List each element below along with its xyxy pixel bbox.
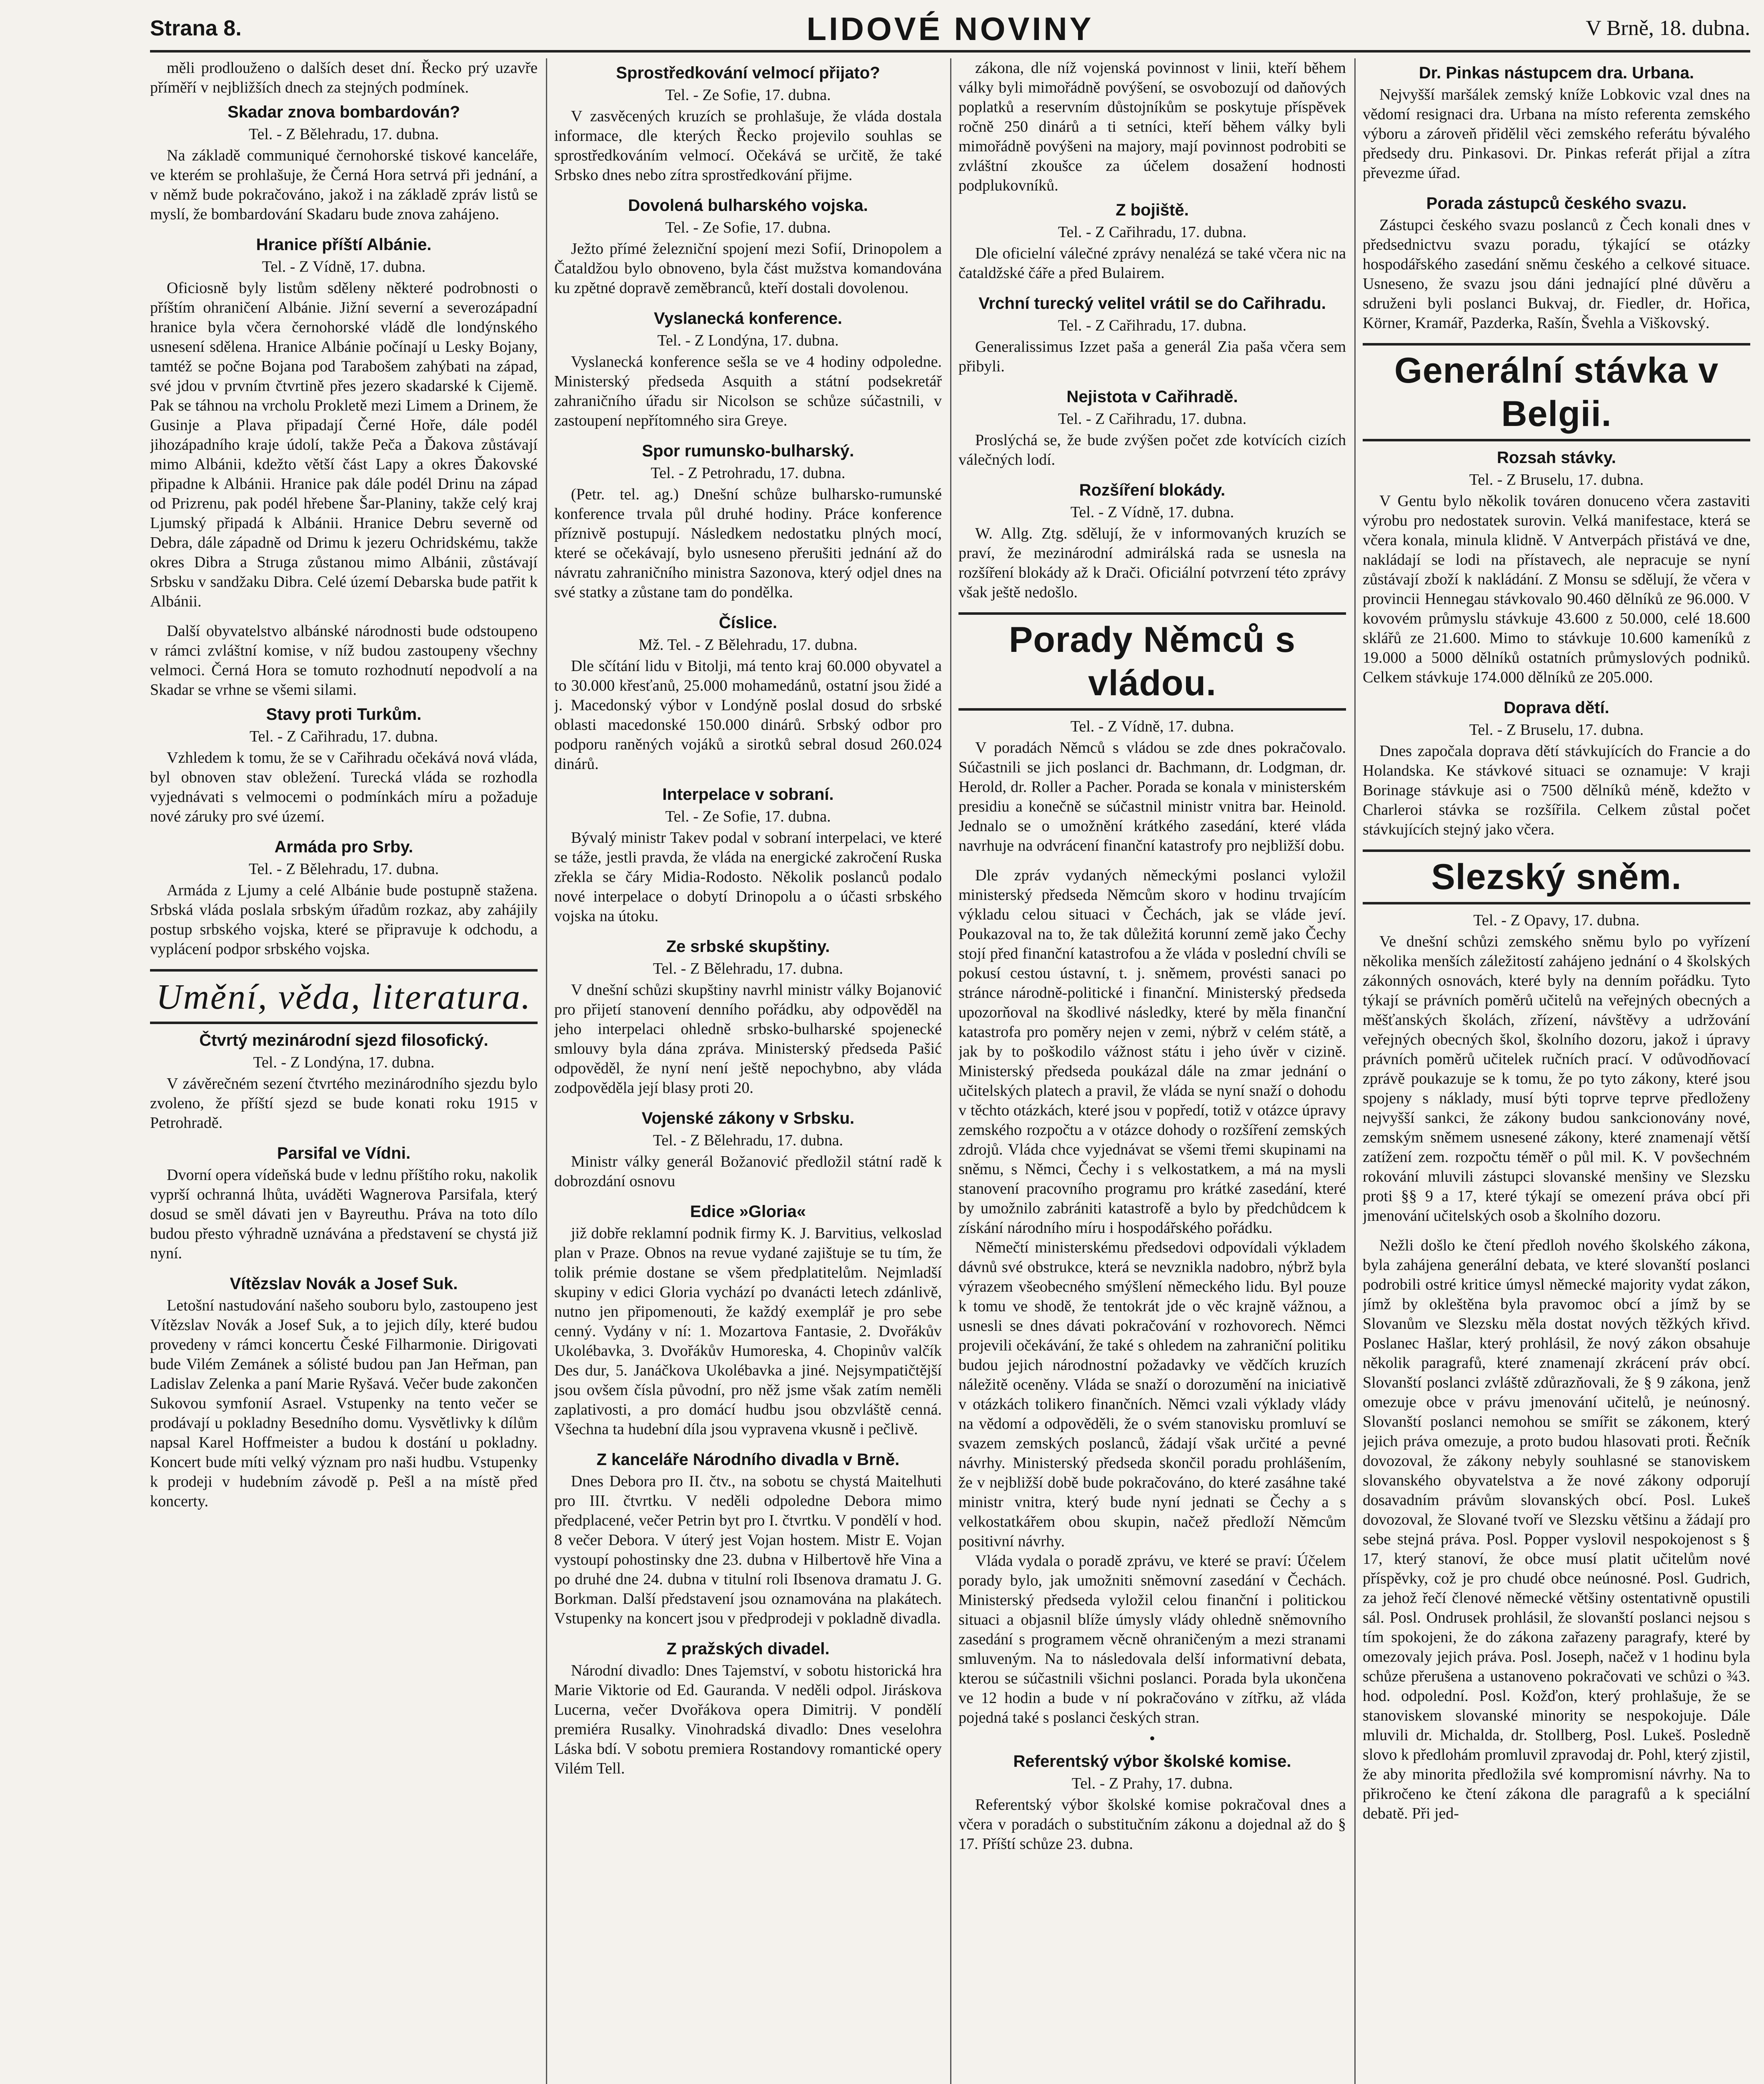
article-body: Nejvyšší maršálek zemský kníže Lobkovic vzal dnes na vědomí resignaci dra. Urbana na místo referenta zemského výboru a zároveň přidělil věci zemského referátu bývalého předsedy dru. Pinkasovi. Dr. Pinkas referát přijal a zítra převezme úřad. [1363, 86, 1750, 182]
article [150, 234, 538, 611]
article-body: Nežli došlo ke čtení předloh nového školského zákona, byla zahájena generální debata, ve které slovanští poslanci podrobili ostré kritice úmysl německé majority vydat zákon, jímž by okleštěna byla pravomoc obcí a jímž by se Slovanům ve Slezsku měla dostat nových těžkých křivd. Poslanec Hašlar, který prohlásil, že nový zákon obsahuje několik paragrafů, které znamenají zkrácení práv obcí. Slovanští poslanci zvláště zdůrazňovali, že § 9 zákona, jenž omezuje obce v právu jmenování učitelů, je neúnosný. Slovanští poslanci nemohou se smířit se zákonem, který jejich práva omezuje, a proto budou hlasovati proti. Řečník dovozoval, že zákony nebyly souhlasné se stanoviskem slovanského obyvatelstva a že nové zákony odporují dosavadním právům slovanských obcí. Posl. Lukeš dovozoval, že Slované tvoří ve Slezsku většinu a žádají pro sebe stejná práva. Posl. Popper vyslovil nespokojenost s § 17, který stanoví, že obce musí platit učitelům nové příspěvky, což je pro chudé obce neúnosné. Posl. Gudrich, za jehož řečí členové německé většiny ostentativně opustili sál. Posl. Ondrusek prohlásil, že slovanští poslanci nejsou s tím spokojeni, že do zákona zařazeny paragrafy, které by omezovaly jejich práva. Posl. Joseph, načež v 1 hodinu byla schůze přerušena a ustanoveno pokračovati ve schůzi o ¾3. hod. odpolední. Posl. Kožďon, který prohlašuje, že se stanoviskem slovanské minority se nespokojuje. Dále mluvili dr. Michalda, dr. Stollberg, Posl. Lukeš. Posledně slovo k předlohám promluvil zpravodaj dr. Pohl, který zjistil, že aby minorita předložila své kompromisní návrhy. Na to přikročeno ke čtení zákona dle paragrafů a k speciální debatě. Při jed- [1363, 1237, 1750, 1822]
article-body: Zástupci českého svazu poslanců z Čech konali dnes v předsednictvu svazu poradu, týkající se otázky hospodářského zasedání sněmu českého a celkové situace. Usneseno, že svazu jsou dáni jednající plné důvěru a sdruženi byli poslanci Bukvaj, dr. Fiedler, dr. Hořica, Körner, Kramář, Pazderka, Rašín, Švehla a Viškovský. [1363, 216, 1750, 332]
article [1363, 193, 1750, 333]
article-dateline: Tel. - Z Cařihradu, 17. dubna. [1058, 410, 1247, 428]
article-title: Číslice. [718, 614, 778, 632]
column-rule [950, 58, 951, 2084]
article [554, 1201, 942, 1439]
article-body: Referentský výbor školské komise pokračoval dnes a včera v poradách o substitučním zákonu a dojednal až do § 17. Příští schůze 23. dubna. [958, 1796, 1346, 1853]
article-title: Vojenské zákony v Srbsku. [641, 1109, 855, 1127]
article-body: Dnes Debora pro II. čtv., na sobotu se chystá Maitelhuti pro III. čtvrtku. V neděli odpoledne Debora mimo předplacené, večer Petrin byt pro I. čtvrtku. V pondělí v hod. 8 večer Debora. V úterý jest Vojan hostem. Mistr E. Vojan vystoupí pohostinsky dne 23. dubna v Hilbertově hře Vina a po druhé dne 24. dubna v titulní roli Ibsenova dramatu J. G. Borkman. Další představení jsou oznamována na plakátech. Vstupenky na koncert jsou v předprodeji v pokladně divadla. [554, 1473, 942, 1627]
section-headline-box [1363, 343, 1750, 441]
article-dateline: Tel. - Ze Sofie, 17. dubna. [665, 86, 831, 104]
article-title: Sprostředkování velmocí přijato? [616, 64, 880, 82]
article-dateline: Tel. - Z Prahy, 17. dubna. [1071, 1775, 1233, 1792]
article-title: Z pražských divadel. [666, 1640, 830, 1658]
article-body: Bývalý ministr Takev podal v sobraní interpelaci, ve které se táže, jestli pravda, že vláda na energické zakročení Ruska zřekla se čáry Midia-Rodosto. Několik poslanců podalo nové interpelace o dobytí Drinopolu a o účasti srbského vojska na útoku. [554, 829, 942, 925]
article-title: Doprava dětí. [1504, 699, 1609, 717]
article-dateline: Mž. Tel. - Z Bělehradu, 17. dubna. [638, 636, 858, 654]
article-body: Další obyvatelstvo albánské národnosti bude odstoupeno v rámci zvláštní komise, v níž budou zastoupeny všechny velmoci. Černá Hora se tomuto rozhodnutí nepodvolí a na Skadar se vrhne se všemi silami. [150, 622, 538, 699]
article [958, 200, 1346, 283]
article-title: Ze srbské skupštiny. [666, 937, 830, 956]
section-headline: Generální stávka v Belgii. [1394, 351, 1719, 434]
article-dateline: Tel. - Z Bruselu, 17. dubna. [1469, 471, 1644, 488]
article-title: Armáda pro Srby. [274, 838, 413, 856]
article-title: Vítězslav Novák a Josef Suk. [230, 1275, 458, 1293]
separator-dot: • [1149, 1729, 1155, 1748]
article [958, 716, 1346, 856]
article-body: V Gentu bylo několik továren donuceno včera zastaviti výrobu pro nedostatek surovin. Velká manifestace, která se včera konala, minula klidně. V Antverpách přistává ve dne, nakládají se lodi na přístavech, ale nepracuje se nyní zůstávají zboží k nakládání. Z Monsu se sdělují, že včera v provincii Hennegau stávkovalo 90.460 dělníků ze 96.000. V kovovém průmyslu stávkuje 43.600 z 50.000, celé 18.600 sklářů ze 21.600. Mimo to stávkuje 10.600 kameníků z 19.000 a 5000 dělníků ostatních průmyslových podniků. Celkem stávkuje 174.000 dělníků ze 205.000. [1363, 492, 1750, 686]
article [554, 441, 942, 602]
article-body: Dle sčítání lidu v Bitolji, má tento kraj 60.000 obyvatel a to 30.000 křesťanů, 25.000 mohamedánů, ostatní jsou židé a j. Macedonský výbor v Londýně poslal dosud do srbské oblasti macedonské 150.000 dinárů. Srbský odbor pro podporu raněných vojáků a sirotků sebral dosud 260.024 dinárů. [554, 657, 942, 773]
article-dateline: Tel. - Z Cařihradu, 17. dubna. [1058, 223, 1247, 241]
article-title: Edice »Gloria« [690, 1202, 806, 1221]
article [150, 1030, 538, 1133]
article-body: Ministr války generál Božanović předložil státní radě k dobrozdání osnovu [554, 1153, 942, 1190]
article-dateline: Tel. - Z Bruselu, 17. dubna. [1469, 721, 1644, 739]
article [150, 837, 538, 959]
article-dateline: Tel. - Z Cařihradu, 17. dubna. [1058, 317, 1247, 334]
section-headline: Porady Němců s vládou. [1009, 620, 1296, 703]
article [554, 784, 942, 926]
article-title: Nejistota v Cařihradě. [1066, 388, 1238, 406]
article [1363, 697, 1750, 839]
article-title: Hranice příští Albánie. [256, 235, 432, 254]
article-title: Porada zástupců českého svazu. [1426, 194, 1687, 213]
article [554, 308, 942, 431]
article-dateline: Tel. - Z Vídně, 17. dubna. [1070, 503, 1234, 521]
section-headline-box [150, 969, 538, 1024]
article-title: Rozsah stávky. [1496, 448, 1616, 467]
article-body: V dnešní schůzi skupštiny navrhl ministr války Bojanović pro přijetí stanovení denního pořádku, aby odpověděl na jeho interpelaci ohledně srbsko-bulharské spojenecké smlouvy byla dána zpráva. Ministerský předseda Pašić odpověděl, že nyní není ještě nepochybno, aby vláda zodpověděla její blasy proti 20. [554, 981, 942, 1097]
article-dateline: Tel. - Z Cařihradu, 17. dubna. [249, 728, 438, 745]
article-dateline: Tel. - Ze Sofie, 17. dubna. [665, 808, 831, 825]
column-rule [1354, 58, 1356, 2084]
page-number: Strana 8. [150, 16, 242, 40]
article [1363, 447, 1750, 687]
article-body: Dle oficielní válečné zprávy nenalézá se také včera nic na čataldžské čáře a před Bulairem. [958, 245, 1346, 282]
article-body: Dle zpráv vydaných německými poslanci vyložil ministerský předseda Němcům skoro v hodinu trvajícím výkladu celou situaci v Čechách, jak se vláde jeví. Poukazoval na to, že tak důležitá korunní země jako Čechy stojí před finanční katastrofou a že vláda v poslední chvíli se pokusí cestou ústavní, t. j. sněmem, provésti sanaci po stránce národně-politické i finanční. Ministerský předseda upozorňoval na škodlivé následky, které by měla finanční katastrofa pro poměry nejen v zemi, nýbrž v celém státě, a jak by to poškodilo vážnost státu i jeho úvěr v cizině. Ministerský předseda poukázal dále na zmar jednání o učitelských platech a pravil, že vláda se nyní snaží o dohodu v těchto otázkách, které jsou v popředí, totiž v otázce úpravy zemského rozpočtu a v otázce dohody o rozšíření zemských zdrojů. Vláda chce vyjednávat se všemi třemi skupinami na sněmu, s Němci, Čechy i s velkostatkem, a má na mysli stanovení pracovního programu pro krátké zasedání, které by umožnilo zabrániti katastrofě a bylo by předchůdcem k získání národního míru i hospodářského pořádku. [958, 867, 1346, 1237]
article-body: Vzhledem k tomu, že se v Cařihradu očekává nová vláda, byl obnoven stav obležení. Turecká vláda se rozhodla vyjednávati s velmocemi o podmínkách míru a požaduje nové záruky pro své území. [150, 749, 538, 825]
article-dateline: Tel. - Z Vídně, 17. dubna. [1070, 718, 1234, 735]
article-title: Rozšíření blokády. [1079, 481, 1226, 499]
article [554, 1108, 942, 1191]
article-body: V zasvěcených kruzích se prohlašuje, že vláda dostala informace, dle kterých Řecko projevilo souhlas se sprostředkováním velmocí. Očekává se určitě, že také Srbsko dnes nebo zítra sprostředkování přijme. [554, 108, 942, 184]
article-title: Dr. Pinkas nástupcem dra. Urbana. [1419, 64, 1694, 82]
article [958, 293, 1346, 376]
article-title: Skadar znova bombardován? [228, 103, 460, 121]
section-headline: Slezský sněm. [1431, 857, 1682, 897]
article-body: již dobře reklamní podnik firmy K. J. Barvitius, velkoslad plan v Praze. Obnos na revue vydané zajištuje se tu tím, že tolik prémie dostane se všem předplatitelům. Nejmladší skupiny v edici Gloria vychází po dvanácti letech zdánlivě, nutno jen připomenouti, že každý exemplář je pro sebe cenný. Vydány v ní: 1. Mozartova Fantasie, 2. Dvořákův Ukolébavka, 3. Dvořákův Humoreska, 4. Chopinův valčík Des dur, 5. Janáčkova Ukolébavka a jiné. Nejsympatičtější jsou ovšem čísla původní, pro něž jsme však zatím neměli zaplativosti, a pro domácí hudbu jsou obzvláště cenná. Všechna ta hudební díla jsou vypravena vkusně i pečlivě. [554, 1225, 942, 1438]
article [1363, 63, 1750, 183]
article-title: Interpelace v sobraní. [662, 785, 834, 804]
article-dateline: Tel. - Z Opavy, 17. dubna. [1473, 912, 1640, 929]
article-body: Vláda vydala o poradě zprávu, ve které se praví: Účelem porady bylo, jak umožniti sněmovní zasedání v Čechách. Ministerský předseda vyložil celou finanční i politickou situaci a objasnil blíže úmysly vlády ohledně sněmovního zasedání s programem věcně ohraničeným a mezi stranami smluveným. Na to následovala delší informativní debata, kterou se súčastnili všichni poslanci. Porada byla ukončena ve 12 hodin a bude v ní pokračováno v zítřku, až vláda pojedná také s poslanci českých stran. [958, 1552, 1346, 1726]
article-dateline: Tel. - Z Bělehradu, 17. dubna. [248, 860, 439, 878]
article [150, 704, 538, 827]
article-title: Z kanceláře Národního divadla v Brně. [596, 1450, 900, 1469]
column-3 [958, 58, 1346, 2084]
section-headline: Umění, věda, literatura. [156, 977, 532, 1017]
article [150, 1143, 538, 1263]
article-body: Vyslanecká konference sešla se ve 4 hodiny odpoledne. Ministerský předseda Asquith a státní podsekretář zahraničního úřadu sir Nicolson se schůze súčastnili, v zastoupení nepřítomného sira Greye. [554, 353, 942, 429]
article-body: Němečtí ministerskému předsedovi odpovídali výkladem dávnů své obstrukce, která se nevznikla nadobro, nýbrž byla výrazem všeobecného smýšlení německého lidu. Byl pouze k tomu ve shodě, že tentokrát jde o věc krajně vážnou, a usnesli se dnes dávati pokračování v rozhovorech. Němci projevili očekávání, že také s ohledem na zahraniční politiku budou jejich národnostní požadavky ve vědčích kruzích náležitě oceněny. Vláda se snaží o dorozumění na iniciativě v otázkách tolikero finančních. Němci vzali výklady vlády na vědomí a odpověděli, že o svém stanovisku promluví se svazem zemských poslanců, žádají však určité a pevné návrhy. Ministerský předseda skončil poradu prohlášením, že v nejbližší době bude pokračováno, do které zasáhne také ministr vnitra, který bude nyní jednati se Čechy a s velkostatkářem obou skupin, načež předloží Němcům positivní návrhy. [958, 1239, 1346, 1550]
article-body: V poradách Němců s vládou se zde dnes pokračovalo. Súčastnili se jich poslanci dr. Bachmann, dr. Lodgman, dr. Herold, dr. Roller a Pacher. Porada se konala v ministerském presidiu a konečně se súčastnil ministr vnitra bar. Heinold. Jednalo se o umožnění krátkého zasedání, které vláda navrhuje na odvrácení finanční katastrofy pro nejbližší dobu. [958, 739, 1346, 854]
article-body: Letošní nastudování našeho souboru bylo, zastoupeno jest Vítězslav Novák a Josef Suk, a to jejich díly, které budou provedeny v rámci koncertu České Filharmonie. Dirigovati bude Vilém Zemánek a sólisté budou pan Jan Heřman, pan Ladislav Zelenka a paní Marie Ryšavá. Večer bude zakončen Sukovou symfonií Asrael. Vstupenky na tento večer se prodávají u pokladny Besedního domu. Vysvětlivky k dílům napsal Karel Hoffmeister a budou k dostání u pokladny. Koncert bude míti velký význam pro naši hudbu. Vstupenky k prodeji v hudebním závodě p. Pešl a na místě před koncerty. [150, 1297, 538, 1510]
article-title: Vyslanecká konference. [653, 309, 843, 328]
article-body: Armáda z Ljumy a celé Albánie bude postupně stažena. Srbská vláda poslala srbským úřadům rozkaz, aby zahájily postup srbského vojska, které se připravuje k odchodu, a vyplácení podpor srbského vojska. [150, 882, 538, 958]
article [1363, 910, 1750, 1226]
article-body: Proslýchá se, že bude zvýšen počet zde kotvících cizích válečných lodí. [958, 431, 1346, 468]
article-body: (Petr. tel. ag.) Dnešní schůze bulharsko-rumunské konference trvala půl druhé hodiny. Práce konference příznivě postupují. Následkem nedostatku plných mocí, které se očekávají, bylo usneseno přerušiti jednání až do návratu zahraničního ministra Sazonova, který odjel dnes na své statky a zůstane tam do pondělka. [554, 486, 942, 601]
article-dateline: Tel. - Z Bělehradu, 17. dubna. [653, 1132, 843, 1149]
article [554, 1449, 942, 1628]
masthead-title: LIDOVÉ NOVINY [806, 10, 1094, 47]
column-1 [150, 58, 538, 2084]
article-title: Dovolená bulharského vojska. [628, 196, 868, 215]
article-body: zákona, dle níž vojenská povinnost v linii, kteří během války byli mimořádně povýšení, se osvobozují od daňových poplatků a reservním důstojníkům se poskytuje příspěvek ročně 250 dinárů a ti setníci, kteří během války byli mimořádně povýšeni na majory, mají povinnost podrobiti se zvláštní zkoušce za účelem dosažení hodnosti podplukovníků. [958, 59, 1346, 194]
article-body: Ježto přímé železniční spojení mezi Sofií, Drinopolem a Čataldžou bylo obnoveno, byla část mužstva komandována ku zpětné dopravě zeměbranců, kteří dostali dovolenou. [554, 240, 942, 297]
article-title: Stavy proti Turkům. [266, 705, 422, 724]
article-body: Ve dnešní schůzi zemského sněmu bylo po vyřízení několika menších záležitostí zahájeno jednání o 4 školských zákonných osnovách, které byly na denním pořádku. Tyto týkají se právních poměrů učitelů na veřejných obecných a měšťanských školách, zřízení, návštěvy a udržování veřejných obecných škol, školního dozoru, jakož i úpravy právních poměrů učitelek ručních prací. V odůvodňovací zprávě poukazuje se k tomu, že po tyto zákony, které jsou spojeny s náklady, musí býti toprve teprve předloženy nejvyšší sankci, že zákony budou sankcionovány nové, zemským sněmem usnesené zákony, které znamenají větší zatížení zem. rozpočtu téměř o půl mil. K. V povšechném rokování mluvili zástupci slovanské menšiny ve Slezsku proti §§ 9 a 17, které týkají se omezení práva obcí při jmenování učitelských osob a školního dozoru. [1363, 933, 1750, 1225]
article-body: V závěrečném sezení čtvrtého mezinárodního sjezdu bylo zvoleno, že příští sjezd se bude konati roku 1915 v Petrohradě. [150, 1075, 538, 1132]
running-header [150, 8, 1750, 53]
article [150, 1273, 538, 1511]
article-body: Na základě communiqué černohorské tiskové kanceláře, ve kterém se prohlašuje, že Černá Hora setrvá při jednání, a v němž bude pokračováno, jakož i na základě zpráv listů se myslí, že bombardování Skadaru bude znova zahájeno. [150, 147, 538, 223]
article-title: Spor rumunsko-bulharský. [642, 442, 854, 460]
place-date: V Brně, 18. dubna. [1586, 16, 1750, 40]
article-dateline: Tel. - Z Bělehradu, 17. dubna. [248, 125, 439, 143]
article [958, 480, 1346, 602]
article [554, 612, 942, 774]
article-title: Z bojiště. [1116, 201, 1189, 219]
article-title: Čtvrtý mezinárodní sjezd filosofický. [199, 1031, 488, 1050]
section-headline-box [1363, 849, 1750, 904]
article [554, 195, 942, 298]
article-dateline: Tel. - Z Petrohradu, 17. dubna. [651, 464, 846, 482]
column-4 [1363, 58, 1750, 2084]
article [554, 936, 942, 1098]
article-title: Referentský výbor školské komise. [1013, 1752, 1291, 1771]
article-body: Dnes započala doprava dětí stávkujících do Francie a do Holandska. Ke stávkové situaci se oznamuje: V kraji Borinage stávkuje asi o 7500 dělníků méně, kdežto v Charleroi stávka se rozšířila. Celkem zůstal počet stávkujících stejný jako včera. [1363, 742, 1750, 838]
section-headline-box [958, 612, 1346, 711]
article-body: Dvorní opera vídeňská bude v lednu příštího roku, nakolik vyprší ochranná lhůta, uváděti Wagnerova Parsifala, který dosud se směl dávati jen v Bayreuthu. Práva na toto dílo budou přesto výhradně uznávána a představení se chystá již nyní. [150, 1166, 538, 1262]
article-title: Vrchní turecký velitel vrátil se do Cařihradu. [978, 294, 1326, 313]
article [958, 386, 1346, 470]
article-body: měli prodlouženo o dalších deset dní. Řecko prý uzavře příměří v nejbližších dnech za stejných podmínek. [150, 59, 538, 96]
article-body: Národní divadlo: Dnes Tajemství, v sobotu historická hra Marie Viktorie od Ed. Gauranda. V neděli odpol. Jiráskova Lucerna, večer Dvořákova opera Dimitrij. V pondělí premiéra Rusalky. Vinohradská divadlo: Dnes veselohra Láska bdí. V sobotu premiera Rostandovy romantické opery Vilém Tell. [554, 1662, 942, 1777]
article [958, 1751, 1346, 1854]
article-dateline: Tel. - Ze Sofie, 17. dubna. [665, 219, 831, 236]
column-2 [554, 58, 942, 2084]
article-body: Oficiosně byly listům sděleny některé podrobnosti o příštím ohraničení Albánie. Jižní severní a severozápadní hranice byla včera černohorské vládě dle londýnského usnesení sdělena. Hranice Albánie počínají u Lesky Bojany, tamtéž se počne Bojana pod Tarabošem zahýbati na západ, své jdou v prvním čtvrtině přes jezero skadarské k Cijemě. Pak se táhnou na vrcholu Prokletě mezi Limem a Drinem, že Gusinje a Plava připadají Černé Hoře, dále podél jihozápadního kraje údolí, takže Peča a Ďakova zůstávají mimo Albánii, kdežto větší část Lapy a okres Ďakovské připadne k Albánii. Hranice pak dále podél Drinu na západ od Prizrenu, pak podél hřebene Šar-Planiny, takže celý kraj Ljumský připadá k Albánii. Hranice Debru severně od Debra, dále západně od Drimu k jezeru Ochridskému, takže okres Dibra a Struga zůstanou mimo Albánii, zůstávají Srbsku v sandžaku Dibra. Celé území Debarska bude patřit k Albánii. [150, 279, 538, 610]
article-dateline: Tel. - Z Vídně, 17. dubna. [262, 258, 426, 276]
article-dateline: Tel. - Z Londýna, 17. dubna. [253, 1054, 435, 1071]
column-rule [546, 58, 547, 2084]
article-body: W. Allg. Ztg. sdělují, že v informovaných kruzích se praví, že mezinárodní admirálská rada se usnesla na rozšíření blokády až k Drači. Oficiální potvrzení této zprávy však ještě nedošlo. [958, 525, 1346, 601]
article [554, 1638, 942, 1778]
article-dateline: Tel. - Z Londýna, 17. dubna. [657, 332, 839, 349]
article-body: Generalissimus Izzet paša a generál Zia paša včera sem přibyli. [958, 338, 1346, 375]
article-dateline: Tel. - Z Bělehradu, 17. dubna. [653, 960, 843, 977]
article-title: Parsifal ve Vídni. [277, 1144, 411, 1162]
article [554, 63, 942, 185]
article [150, 102, 538, 224]
